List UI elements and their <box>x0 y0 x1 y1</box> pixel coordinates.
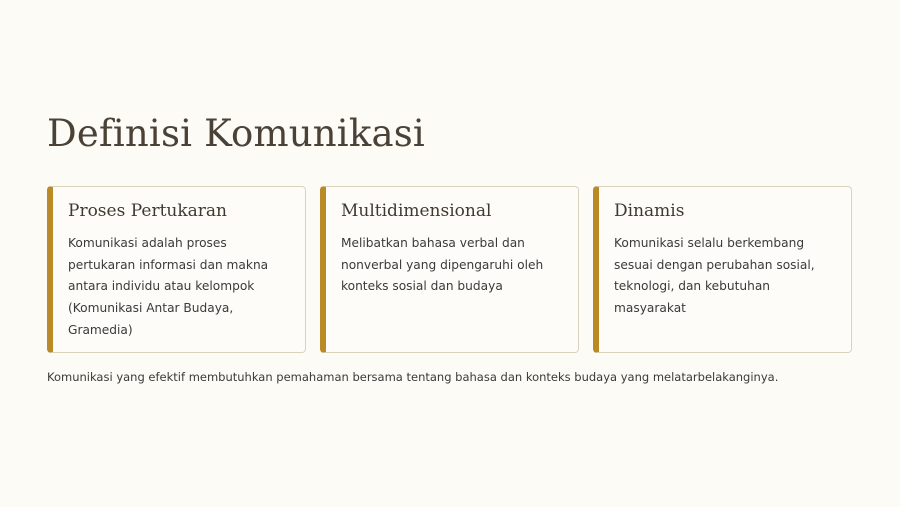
card-multidimensional <box>320 186 579 353</box>
card-text: Komunikasi selalu berkembang sesuai dengan perubahan sosial, teknologi, dan kebutuhan masyarakat <box>614 236 815 316</box>
card-dinamis <box>593 186 852 353</box>
slide-title: Definisi Komunikasi <box>47 112 425 155</box>
card-title: Multidimensional <box>341 201 492 221</box>
card-proses-pertukaran <box>47 186 306 353</box>
card-text: Komunikasi adalah proses pertukaran informasi dan makna antara individu atau kelompok (Komunikasi Antar Budaya, Gramedia) <box>68 236 269 337</box>
card-title: Proses Pertukaran <box>68 201 228 221</box>
summary-text: Komunikasi yang efektif membutuhkan pemahaman bersama tentang bahasa dan konteks budaya yang melatarbelakanginya. <box>47 370 779 384</box>
card-title: Dinamis <box>614 201 685 221</box>
card-text: Melibatkan bahasa verbal dan nonverbal yang dipengaruhi oleh konteks sosial dan budaya <box>341 236 544 294</box>
